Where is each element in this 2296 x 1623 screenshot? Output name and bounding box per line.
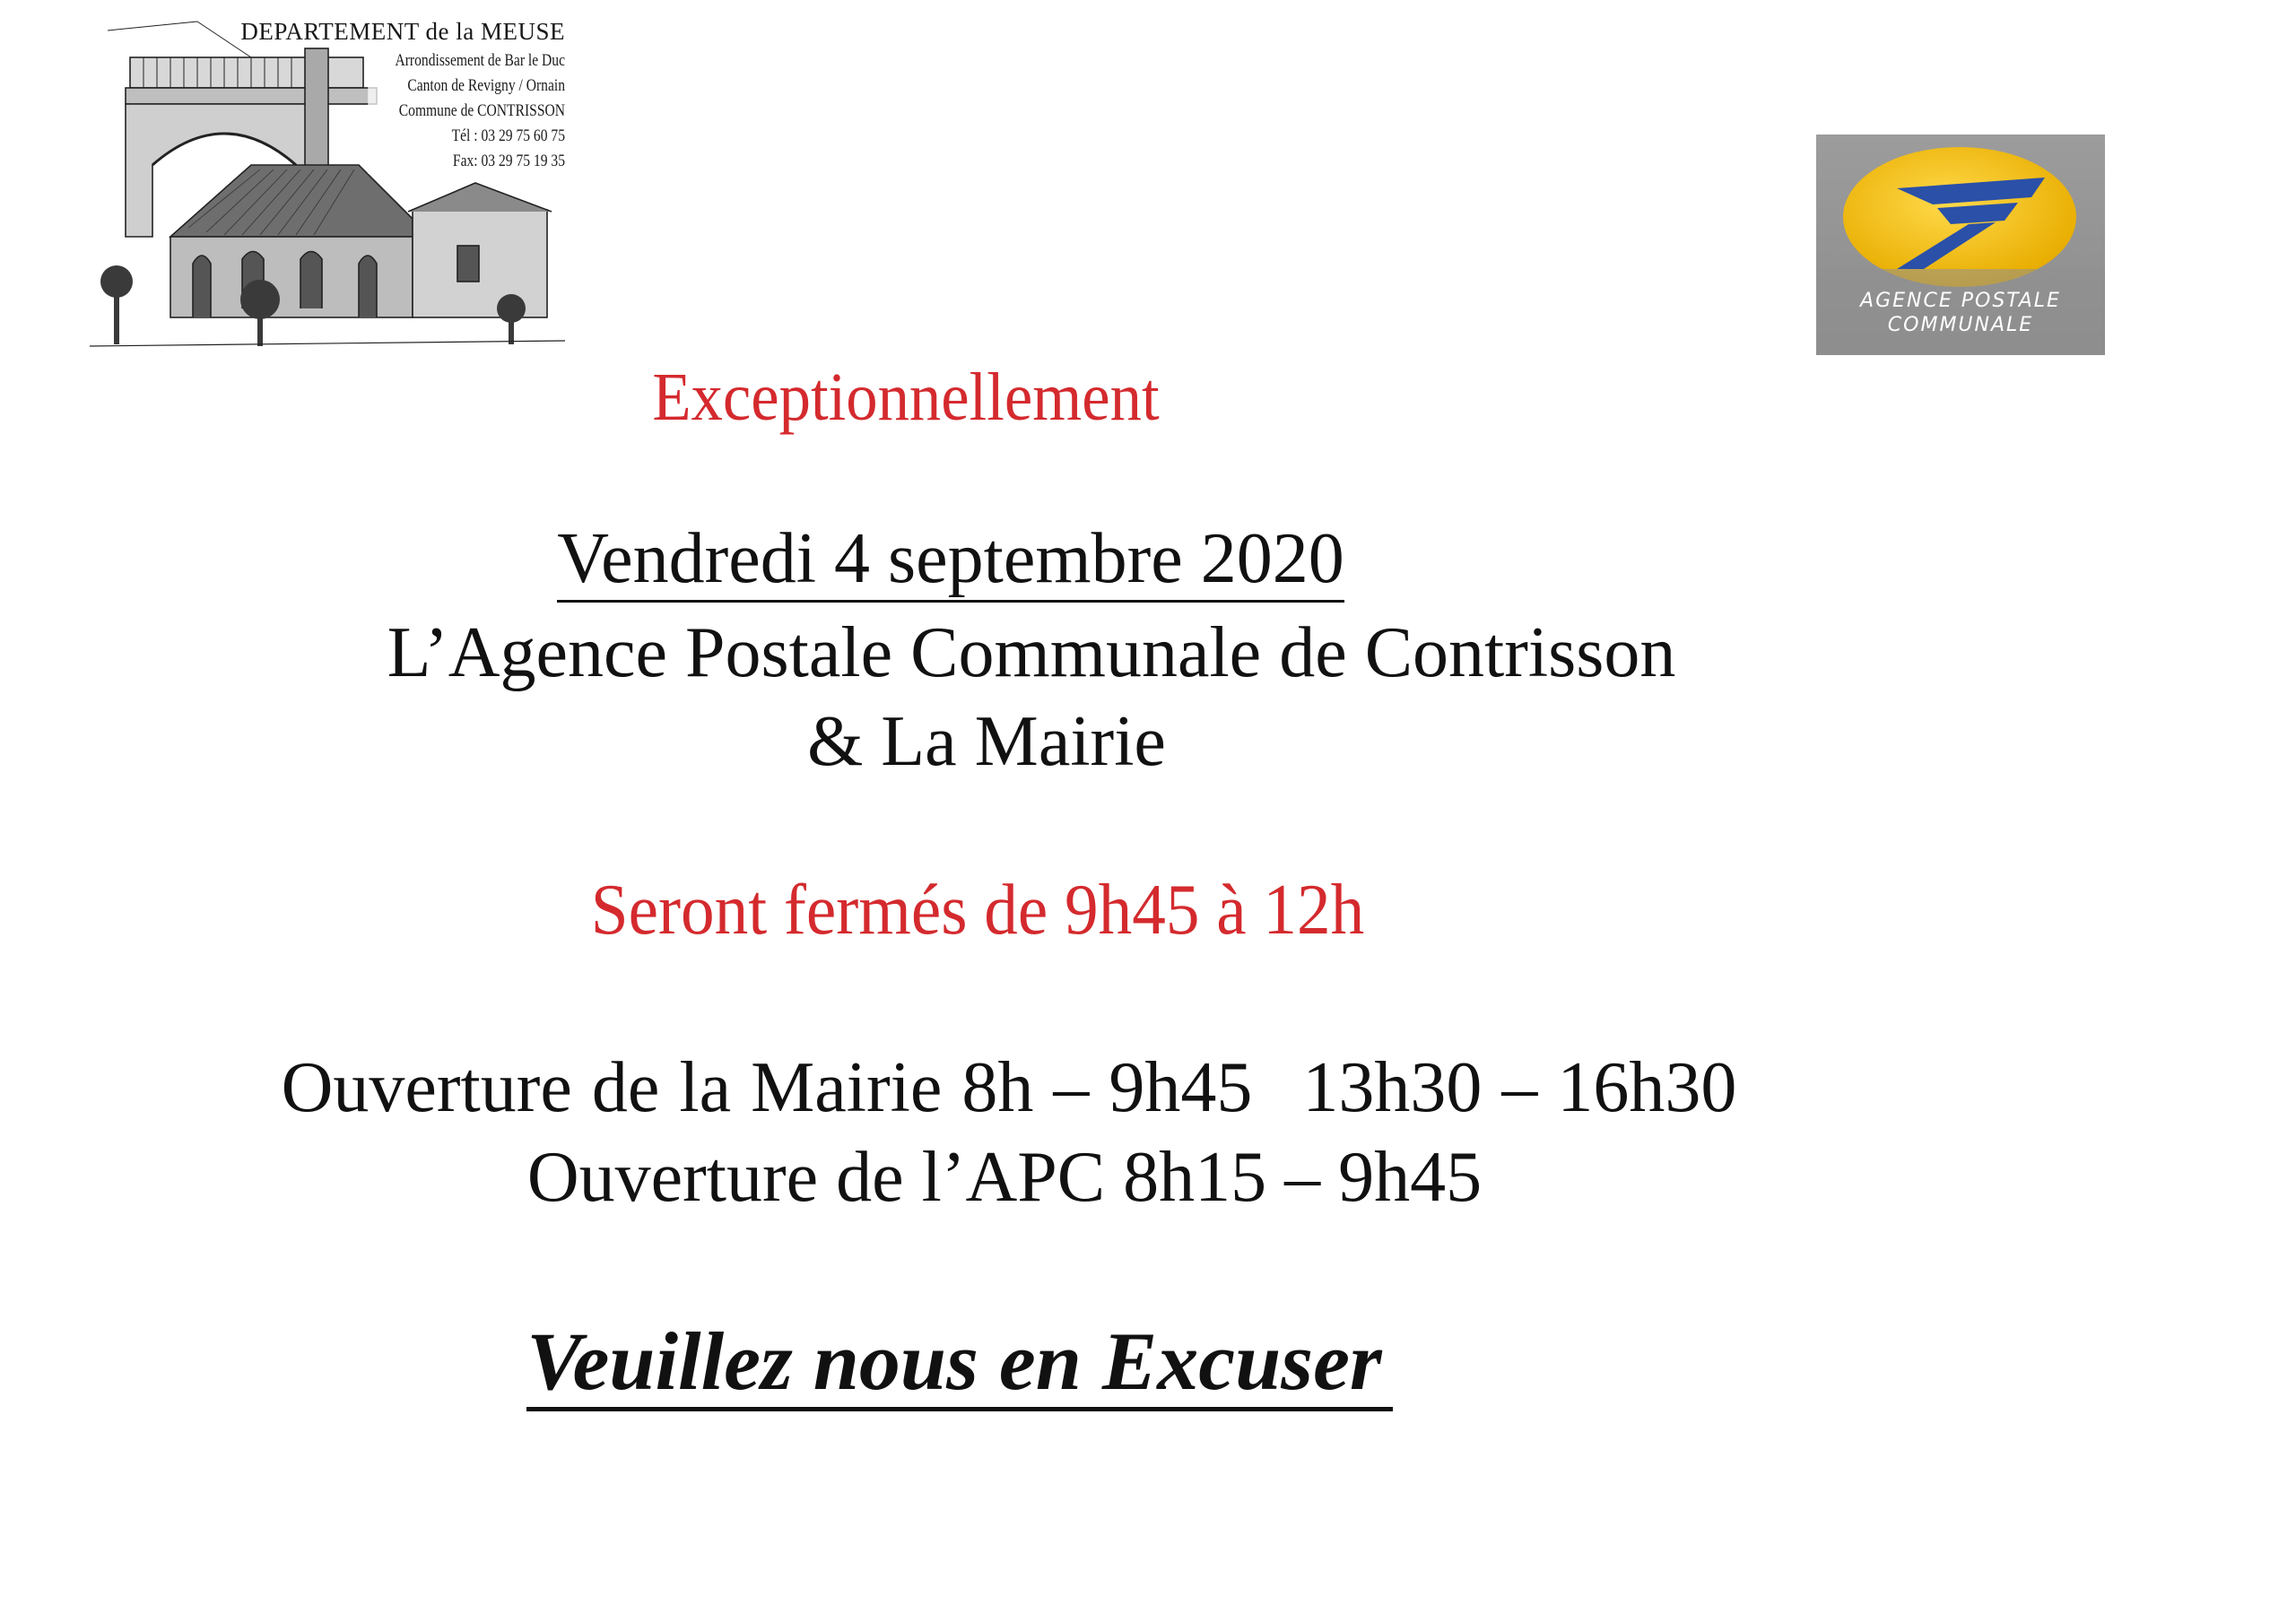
closure-statement: Seront fermés de 9h45 à 12h	[590, 871, 1365, 950]
mairie-afternoon-hours: 13h30 – 16h30	[1302, 1048, 1737, 1127]
logo-text-line1: AGENCE POSTALE	[1860, 290, 2061, 312]
phone-line: Tél : 03 29 75 60 75	[451, 126, 565, 145]
apology-text: Veuillez nous en Excuser	[526, 1315, 1392, 1411]
mairie-morning-hours: Ouverture de la Mairie 8h – 9h45	[281, 1048, 1253, 1127]
apology-message	[0, 1314, 2108, 1409]
notice-date	[0, 518, 2099, 600]
mairie-opening-hours	[0, 1047, 2157, 1129]
agence-postale-logo	[1816, 135, 2105, 355]
municipal-header	[90, 13, 565, 352]
municipal-contact-block	[368, 48, 565, 174]
notice-heading: Exceptionnellement	[652, 360, 1160, 435]
arrondissement-line: Arrondissement de Bar le Duc	[395, 51, 565, 70]
canton-line: Canton de Revigny / Ornain	[407, 76, 565, 95]
commune-line: Commune de CONTRISSON	[398, 101, 565, 120]
notice-subject-line1: L’Agence Postale Communale de Contrisson	[387, 613, 1676, 692]
apc-opening-hours: Ouverture de l’APC 8h15 – 9h45	[526, 1138, 1483, 1217]
notice-date-text: Vendredi 4 septembre 2020	[557, 519, 1344, 603]
department-title: DEPARTEMENT de la MEUSE	[240, 18, 565, 45]
fax-line: Fax: 03 29 75 19 35	[452, 152, 565, 170]
logo-text-line2: COMMUNALE	[1887, 314, 2034, 336]
notice-subject-line2: & La Mairie	[807, 702, 1166, 781]
